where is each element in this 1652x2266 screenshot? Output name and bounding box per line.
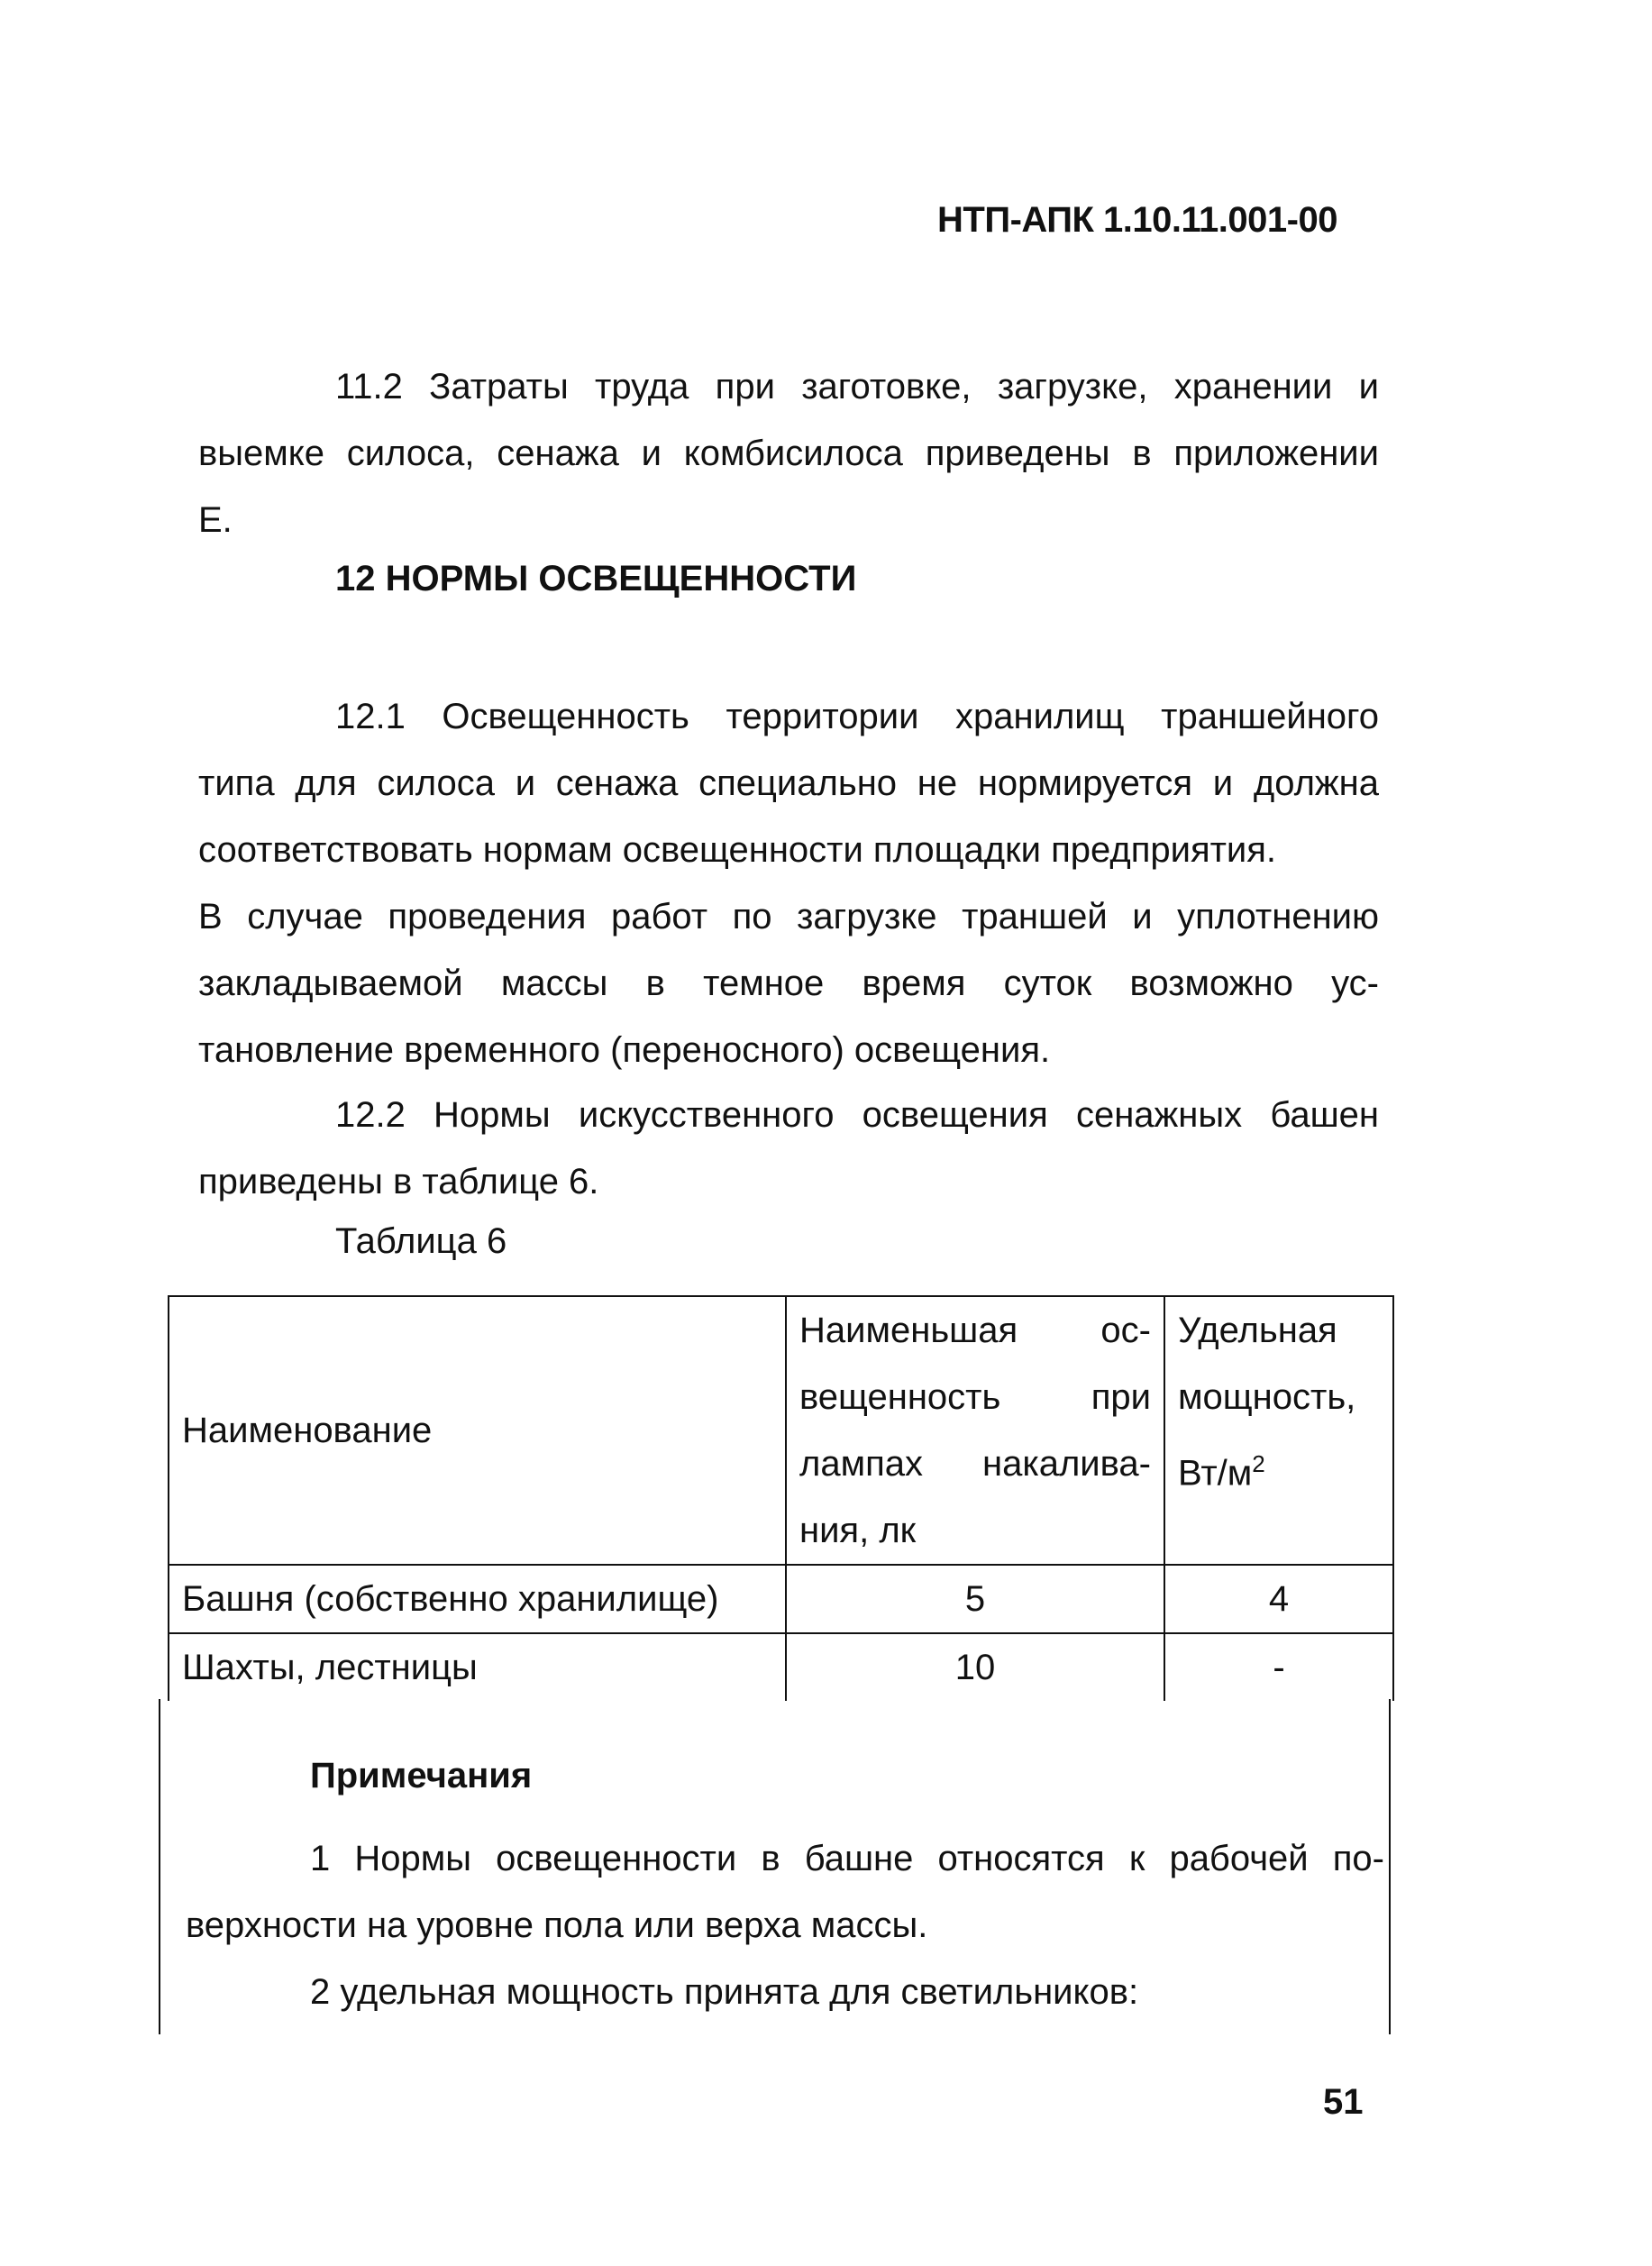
note-2: [186, 1959, 1384, 2025]
header-line: Удельная: [1178, 1311, 1337, 1350]
text-line: закладываемой массы в темное время суток возможно ус-: [198, 964, 1379, 1003]
header-line: $Вт/м^2$: [1178, 1450, 1265, 1494]
text-line: Е.: [198, 500, 233, 540]
paragraph-11-2: [198, 353, 1379, 553]
header-line: мощность,: [1178, 1377, 1356, 1417]
note-1: [186, 1825, 1384, 1959]
header-line: вещенность при: [799, 1377, 1151, 1417]
text-line: 12.2 Нормы искусственного освещения сенажных башен: [335, 1095, 1379, 1135]
cell-name: Шахты, лестницы: [169, 1633, 786, 1701]
text-line: верхности на уровне пола или верха массы.: [186, 1905, 928, 1945]
text-line: типа для силоса и сенажа специально не нормируется и должна: [198, 763, 1379, 803]
header-line: лампах накалива-: [799, 1444, 1151, 1484]
cell-illuminance: 10: [786, 1633, 1164, 1701]
header-line: Наименьшая ос-: [799, 1311, 1151, 1350]
header-name: Наименование: [169, 1296, 786, 1565]
table-row: [169, 1565, 1393, 1633]
document-code: НТП-АПК 1.10.11.001-00: [937, 200, 1337, 240]
illumination-table: [168, 1295, 1394, 1701]
header-power: [1164, 1296, 1393, 1565]
text-line: приведены в таблице 6.: [198, 1162, 599, 1202]
page-number: 51: [1323, 2082, 1364, 2122]
cell-illuminance: 5: [786, 1565, 1164, 1633]
text-line: 1 Нормы освещенности в башне относятся к рабочей по-: [310, 1839, 1384, 1878]
text-line: 11.2 Затраты труда при заготовке, загрузке, хранении и: [335, 367, 1379, 407]
text-line: 12.1 Освещенность территории хранилищ траншейного: [335, 697, 1379, 736]
table-caption: Таблица 6: [335, 1221, 507, 1261]
superscript: 2: [1252, 1450, 1265, 1477]
text-line: тановление временного (переносного) освещения.: [198, 1030, 1051, 1070]
cell-power: -: [1164, 1633, 1393, 1701]
text-line: 2 удельная мощность принята для светильников:: [310, 1972, 1139, 2012]
paragraph-12-1: [198, 683, 1379, 1083]
notes-heading: Примечания: [310, 1756, 533, 1795]
cell-name: Башня (собственно хранилище): [169, 1565, 786, 1633]
table-header-row: [169, 1296, 1393, 1565]
header-illuminance: [786, 1296, 1164, 1565]
header-line: ния, лк: [799, 1511, 917, 1550]
text-line: В случае проведения работ по загрузке траншей и уплотнению: [198, 897, 1379, 937]
section-heading: 12 НОРМЫ ОСВЕЩЕННОСТИ: [335, 559, 857, 598]
text-line: выемке силоса, сенажа и комбисилоса приведены в приложении: [198, 434, 1379, 473]
text-line: соответствовать нормам освещенности площадки предприятия.: [198, 830, 1277, 870]
table-row: [169, 1633, 1393, 1701]
cell-power: 4: [1164, 1565, 1393, 1633]
paragraph-12-2: [198, 1082, 1379, 1215]
